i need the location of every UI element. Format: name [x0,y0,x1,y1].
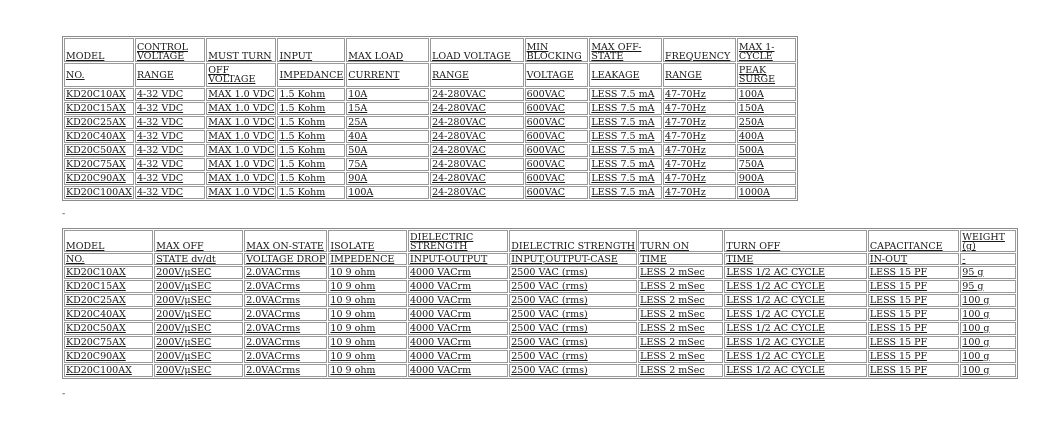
spec-table-1-body [64,88,796,199]
table-cell: 150A [737,102,796,115]
table-cell: 1000A [737,186,796,199]
table-cell: 4000 VACrm [408,294,508,307]
table-cell: LESS 1/2 AC CYCLE [724,308,866,321]
table-cell: LESS 2 mSec [638,280,723,293]
table-cell: LESS 2 mSec [638,350,723,363]
header-cell: MAX 1-CYCLE [737,38,796,62]
header-cell: MAX OFF [154,230,243,252]
table-cell: 24-280VAC [430,186,523,199]
table-cell: 200V/µSEC [154,294,243,307]
table-row [64,172,796,185]
table-cell: LESS 15 PF [868,364,959,377]
header-cell: TIME [724,253,866,265]
header-cell: INPUT-OUTPUT [408,253,508,265]
table-cell: 600VAC [525,130,589,143]
table-cell: 10 9 ohm [328,294,407,307]
header-cell: MUST TURN [206,38,276,62]
table-cell: 200V/µSEC [154,350,243,363]
table-cell: 24-280VAC [430,172,523,185]
table-cell: LESS 7.5 mA [589,130,662,143]
table-subheader-row [64,63,796,87]
table-cell: 4-32 VDC [135,88,205,101]
table-cell: MAX 1.0 VDC [208,159,275,170]
table-cell: LESS 1/2 AC CYCLE [724,280,866,293]
table-cell: 2500 VAC (rms) [509,336,637,349]
table-cell: LESS 15 PF [868,308,959,321]
table-cell: 4-32 VDC [135,172,205,185]
model-cell: KD20C100AX [64,186,134,199]
header-cell: LOAD VOLTAGE [430,38,523,62]
table-cell: 75A [346,158,429,171]
model-cell: KD20C40AX [64,130,134,143]
table-cell: 2.0VACrms [244,336,327,349]
table-cell: 4-32 VDC [135,144,205,157]
table-cell: 250A [737,116,796,129]
table-cell: 47-70Hz [663,88,736,101]
header-cell: MODEL [64,230,153,252]
table-row [64,294,1016,307]
table-cell: LESS 1/2 AC CYCLE [724,266,866,279]
table-cell: LESS 1/2 AC CYCLE [724,336,866,349]
header-cell: CONTROL VOLTAGE [135,38,205,62]
table-cell: 40A [346,130,429,143]
table-cell: LESS 15 PF [868,350,959,363]
header-cell: - [960,253,1016,265]
table-cell: 600VAC [525,88,589,101]
table-cell: LESS 7.5 mA [589,186,662,199]
table-row [64,350,1016,363]
table-cell: 95 g [960,280,1016,293]
table-cell: 100 g [960,308,1016,321]
header-cell: MIN BLOCKING [525,38,589,62]
table-cell: 100 g [960,350,1016,363]
table-row [64,116,796,129]
table-cell: 600VAC [525,102,589,115]
header-cell: TURN ON [638,230,723,252]
model-cell: KD20C75AX [64,158,134,171]
table-cell: 10 9 ohm [328,364,407,377]
table-cell: 47-70Hz [663,102,736,115]
table-row [64,336,1016,349]
table-cell: 4-32 VDC [135,116,205,129]
table-cell: 47-70Hz [663,144,736,157]
table-row [64,158,796,171]
table-cell: LESS 2 mSec [638,294,723,307]
table-cell: 4-32 VDC [135,186,205,199]
table-cell: 10 9 ohm [328,308,407,321]
header-cell: VOLTAGE [525,63,589,87]
table-cell: 2.0VACrms [244,280,327,293]
table-cell: 4-32 VDC [135,158,205,171]
table-cell: MAX 1.0 VDC [208,103,275,114]
table-row [64,308,1016,321]
table-cell: 4-32 VDC [135,102,205,115]
table-cell: 10A [346,88,429,101]
table-cell: LESS 7.5 mA [589,88,662,101]
table-cell: MAX 1.0 VDC [208,173,275,184]
header-cell: IMPEDENCE [328,253,407,265]
table-cell: 50A [346,144,429,157]
table-cell: LESS 2 mSec [638,364,723,377]
header-cell: FREQUENCY [663,38,736,62]
header-cell: TIME [638,253,723,265]
model-cell: KD20C15AX [64,280,153,293]
table-cell: 1.5 Kohm [277,130,345,143]
header-cell: NO. [64,63,134,87]
table-cell: LESS 7.5 mA [589,116,662,129]
separator-dash: - [62,209,66,219]
table-cell: 2.0VACrms [244,308,327,321]
table-cell: LESS 2 mSec [638,266,723,279]
header-cell: OFF VOLTAGE [206,63,276,87]
table-cell: LESS 1/2 AC CYCLE [724,294,866,307]
table-row [64,102,796,115]
header-cell: MAX OFF-STATE [589,38,662,62]
table-cell: 90A [346,172,429,185]
table-cell: LESS 1/2 AC CYCLE [724,350,866,363]
model-cell: KD20C10AX [64,266,153,279]
table-cell: MAX 1.0 VDC [208,89,275,100]
table-cell: 100A [737,88,796,101]
spec-table-2-body [64,266,1016,377]
table-cell: 600VAC [525,144,589,157]
model-cell: KD20C10AX [64,88,134,101]
table-cell: LESS 15 PF [868,294,959,307]
header-cell: MAX LOAD [346,38,429,62]
model-cell: KD20C50AX [64,322,153,335]
table-cell: 2.0VACrms [244,364,327,377]
table-cell: 200V/µSEC [154,280,243,293]
table-cell: 100A [346,186,429,199]
table-cell: 47-70Hz [663,186,736,199]
header-cell: ISOLATE [328,230,407,252]
table-cell: 600VAC [525,186,589,199]
header-cell: CURRENT [346,63,429,87]
header-cell: RANGE [135,63,205,87]
header-cell: PEAK SURGE [737,63,796,87]
model-cell: KD20C90AX [64,350,153,363]
table-cell: 24-280VAC [430,88,523,101]
model-cell: KD20C25AX [64,294,153,307]
table-cell: 900A [737,172,796,185]
table-cell: 600VAC [525,172,589,185]
table-cell: 200V/µSEC [154,266,243,279]
table-cell: LESS 15 PF [868,266,959,279]
table-cell: 47-70Hz [663,158,736,171]
table-cell: LESS 2 mSec [638,308,723,321]
table-cell: 4000 VACrm [408,266,508,279]
table-cell: 2500 VAC (rms) [509,322,637,335]
table-cell: MAX 1.0 VDC [208,117,275,128]
spec-table-2 [62,228,1018,379]
table-cell: LESS 7.5 mA [589,158,662,171]
model-cell: KD20C25AX [64,116,134,129]
header-cell: CAPACITANCE [868,230,959,252]
table-cell: 1.5 Kohm [277,116,345,129]
table-cell: 1.5 Kohm [277,144,345,157]
table-cell: 200V/µSEC [154,322,243,335]
table-cell: 2500 VAC (rms) [509,364,637,377]
table-cell: 100 g [960,364,1016,377]
table-cell: 2500 VAC (rms) [509,350,637,363]
table-cell: 4000 VACrm [408,280,508,293]
table-cell: 2500 VAC (rms) [509,308,637,321]
header-cell: IN-OUT [868,253,959,265]
table-subheader-row [64,253,1016,265]
table-cell: 4-32 VDC [135,130,205,143]
header-cell: STATE dv/dt [154,253,243,265]
table-cell: 2.0VACrms [244,322,327,335]
table-cell: MAX 1.0 VDC [208,145,275,156]
table-cell: 4000 VACrm [408,350,508,363]
header-cell: IMPEDANCE [277,63,345,87]
table-row [64,322,1016,335]
table-cell: 25A [346,116,429,129]
table-cell: LESS 15 PF [868,336,959,349]
table-cell: LESS 2 mSec [638,322,723,335]
table-cell: 47-70Hz [663,130,736,143]
model-cell: KD20C40AX [64,308,153,321]
table-cell: 200V/µSEC [154,336,243,349]
table-cell: 47-70Hz [663,172,736,185]
table-cell: 15A [346,102,429,115]
table-cell: 750A [737,158,796,171]
table-cell: 4000 VACrm [408,322,508,335]
table-cell: 500A [737,144,796,157]
table-cell: MAX 1.0 VDC [208,187,275,198]
header-cell: INPUT,OUTPUT-CASE [509,253,637,265]
table-cell: 24-280VAC [430,130,523,143]
table-cell: 4000 VACrm [408,336,508,349]
table-cell: 24-280VAC [430,144,523,157]
table-cell: 1.5 Kohm [277,158,345,171]
header-cell: MAX ON-STATE [244,230,327,252]
table-cell: 24-280VAC [430,116,523,129]
table-header-row [64,230,1016,252]
table-cell: 100 g [960,336,1016,349]
table-cell: 2500 VAC (rms) [509,280,637,293]
table-cell: 600VAC [525,116,589,129]
table-cell: LESS 7.5 mA [589,102,662,115]
separator-dash: - [62,389,66,399]
table-cell: 2.0VACrms [244,294,327,307]
table-cell: 200V/µSEC [154,364,243,377]
table-cell: 95 g [960,266,1016,279]
header-cell: DIELECTRIC STRENGTH [509,230,637,252]
table-cell: 4000 VACrm [408,364,508,377]
table-row [64,144,796,157]
table-cell: LESS 2 mSec [638,336,723,349]
table-cell: 2500 VAC (rms) [509,266,637,279]
table-cell: 400A [737,130,796,143]
table-cell: 10 9 ohm [328,322,407,335]
header-cell: MODEL [64,38,134,62]
table-cell: 100 g [960,322,1016,335]
table-cell: 2.0VACrms [244,350,327,363]
table-cell: 1.5 Kohm [277,102,345,115]
header-cell: TURN OFF [724,230,866,252]
header-cell: RANGE [663,63,736,87]
header-cell: RANGE [430,63,523,87]
table-row [64,364,1016,377]
table-cell: LESS 7.5 mA [589,172,662,185]
header-cell: DIELECTRIC STRENGTH [408,230,508,252]
table-cell: MAX 1.0 VDC [208,131,275,142]
table-cell: 600VAC [525,158,589,171]
table-cell: 24-280VAC [430,158,523,171]
table-row [64,186,796,199]
table-cell: 100 g [960,294,1016,307]
table-header-row [64,38,796,62]
header-cell: INPUT [277,38,345,62]
model-cell: KD20C15AX [64,102,134,115]
table-cell: LESS 1/2 AC CYCLE [724,322,866,335]
table-cell: LESS 15 PF [868,280,959,293]
table-cell: 24-280VAC [430,102,523,115]
table-cell: LESS 15 PF [868,322,959,335]
table-row [64,130,796,143]
model-cell: KD20C75AX [64,336,153,349]
table-cell: 200V/µSEC [154,308,243,321]
header-cell: VOLTAGE DROP [246,253,326,265]
table-cell: 10 9 ohm [328,350,407,363]
table-cell: LESS 1/2 AC CYCLE [724,364,866,377]
table-row [64,88,796,101]
table-cell: 2.0VACrms [244,266,327,279]
table-cell: 4000 VACrm [408,308,508,321]
table-cell: LESS 7.5 mA [589,144,662,157]
model-cell: KD20C50AX [64,144,134,157]
table-row [64,266,1016,279]
header-cell: WEIGHT (g) [960,230,1016,252]
header-cell: NO. [64,253,153,265]
header-cell: LEAKAGE [589,63,662,87]
table-cell: 10 9 ohm [328,336,407,349]
spec-table-1 [62,36,798,201]
table-cell: 1.5 Kohm [277,88,345,101]
table-cell: 47-70Hz [663,116,736,129]
table-cell: 10 9 ohm [328,280,407,293]
model-cell: KD20C100AX [64,364,153,377]
table-cell: 10 9 ohm [328,266,407,279]
table-row [64,280,1016,293]
table-cell: 2500 VAC (rms) [509,294,637,307]
table-cell: 1.5 Kohm [277,186,345,199]
model-cell: KD20C90AX [64,172,134,185]
table-cell: 1.5 Kohm [277,172,345,185]
